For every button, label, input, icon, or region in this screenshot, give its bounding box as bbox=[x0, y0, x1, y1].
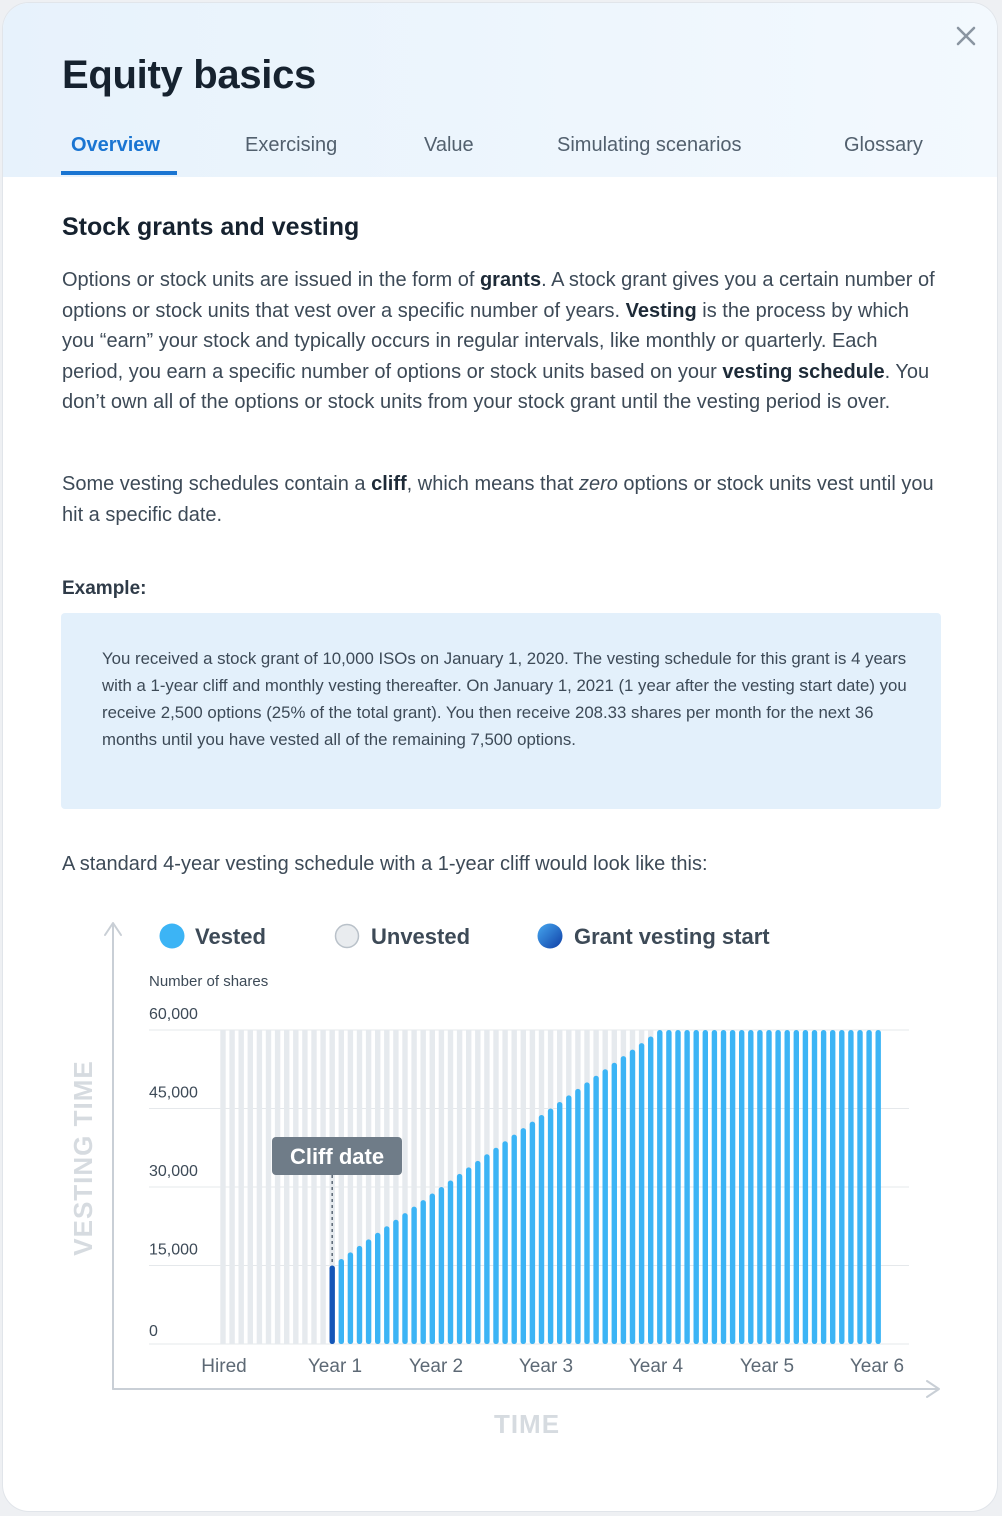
x-tick-label: Year 3 bbox=[518, 1356, 574, 1377]
unvested-bar bbox=[320, 1030, 325, 1344]
vested-bar bbox=[539, 1115, 544, 1344]
vested-bar bbox=[366, 1239, 371, 1344]
vested-bar bbox=[430, 1194, 435, 1344]
vested-bar bbox=[748, 1030, 753, 1344]
vested-bar bbox=[812, 1030, 817, 1344]
vested-bar bbox=[584, 1082, 589, 1344]
vested-bar bbox=[803, 1030, 808, 1344]
vested-bar bbox=[694, 1030, 699, 1344]
vested-bar bbox=[684, 1030, 689, 1344]
y-axis-label: Number of shares bbox=[149, 973, 269, 990]
vested-bar bbox=[393, 1220, 398, 1344]
vested-bar bbox=[603, 1069, 608, 1344]
vested-bar bbox=[484, 1154, 489, 1344]
vested-bar bbox=[548, 1109, 553, 1345]
x-axis-title: TIME bbox=[493, 1409, 561, 1439]
chart-intro: A standard 4-year vesting schedule with a 1-year cliff would look like this: bbox=[62, 853, 708, 875]
unvested-bar bbox=[229, 1030, 234, 1344]
vested-bar bbox=[830, 1030, 835, 1344]
vested-bar bbox=[566, 1095, 571, 1344]
vested-bar bbox=[775, 1030, 780, 1344]
x-tick-label: Year 4 bbox=[628, 1356, 684, 1377]
y-tick-label: 45,000 bbox=[149, 1084, 198, 1102]
cliff-annotation bbox=[272, 1137, 402, 1264]
modal-title: Equity basics bbox=[62, 53, 316, 97]
vested-bar bbox=[530, 1122, 535, 1344]
x-tick-label: Year 1 bbox=[307, 1356, 363, 1377]
grant-start-dot-icon bbox=[538, 924, 563, 949]
vested-bar bbox=[866, 1030, 871, 1344]
equity-basics-modal bbox=[3, 3, 997, 1511]
vested-bar bbox=[512, 1135, 517, 1344]
y-axis-title: VESTING TIME bbox=[68, 1060, 98, 1256]
vested-bar bbox=[502, 1141, 507, 1344]
y-tick-labels bbox=[149, 1006, 198, 1340]
unvested-bar bbox=[220, 1030, 225, 1344]
vested-bar bbox=[348, 1252, 353, 1344]
vested-bar bbox=[457, 1174, 462, 1344]
vesting-chart bbox=[3, 3, 997, 1511]
vested-bar bbox=[657, 1030, 662, 1344]
tab-simulating-scenarios[interactable]: Simulating scenarios bbox=[557, 134, 742, 156]
y-tick-label: 30,000 bbox=[149, 1163, 198, 1180]
vested-bar bbox=[666, 1030, 671, 1344]
vested-bar bbox=[448, 1180, 453, 1344]
vested-bar bbox=[712, 1030, 717, 1344]
vested-bar bbox=[821, 1030, 826, 1344]
x-tick-label: Year 2 bbox=[408, 1356, 464, 1377]
vested-bar bbox=[475, 1161, 480, 1344]
y-tick-label: 60,000 bbox=[149, 1006, 198, 1023]
legend-vested: Vested bbox=[195, 924, 266, 949]
x-tick-label: Year 5 bbox=[739, 1356, 795, 1377]
vested-bar bbox=[766, 1030, 771, 1344]
paragraph-grants-vesting: Options or stock units are issued in the form of grants. A stock grant gives you a certain number of options or stock units that vest over a specific number of years. Vesting is the process by which you “earn” your stock and typically occurs in regular intervals, like monthly or quarterly. Each period, you earn a specific number of options or stock units based on your vesting schedule. You don’t own all of the options or stock units from your stock grant until the vesting period is over. bbox=[62, 269, 935, 414]
unvested-bar bbox=[266, 1030, 271, 1344]
vested-bar bbox=[421, 1200, 426, 1344]
legend-unvested: Unvested bbox=[371, 924, 471, 949]
vested-bar bbox=[357, 1246, 362, 1344]
grant-start-bar bbox=[330, 1266, 335, 1345]
vested-bar bbox=[721, 1030, 726, 1344]
vested-bar bbox=[612, 1063, 617, 1344]
vested-bar bbox=[648, 1037, 653, 1344]
unvested-bar bbox=[293, 1030, 298, 1344]
vested-bar bbox=[794, 1030, 799, 1344]
tab-glossary[interactable]: Glossary bbox=[844, 134, 923, 156]
example-label: Example: bbox=[62, 578, 147, 599]
vested-bar bbox=[402, 1213, 407, 1344]
vested-bar bbox=[730, 1030, 735, 1344]
unvested-bar bbox=[302, 1030, 307, 1344]
vested-bar bbox=[493, 1148, 498, 1344]
vested-bar bbox=[876, 1030, 881, 1344]
unvested-bar bbox=[257, 1030, 262, 1344]
vested-bar bbox=[384, 1226, 389, 1344]
vested-bar bbox=[521, 1128, 526, 1344]
vested-bar bbox=[375, 1233, 380, 1344]
unvested-dot-icon bbox=[336, 925, 359, 948]
vested-bar bbox=[575, 1089, 580, 1344]
x-tick-label: Year 6 bbox=[849, 1356, 905, 1377]
vested-bar bbox=[839, 1030, 844, 1344]
y-tick-label: 0 bbox=[149, 1323, 158, 1340]
unvested-bar bbox=[275, 1030, 280, 1344]
unvested-bar bbox=[284, 1030, 289, 1344]
tab-exercising[interactable]: Exercising bbox=[245, 134, 338, 156]
vested-bar bbox=[439, 1187, 444, 1344]
cliff-date-label: Cliff date bbox=[289, 1144, 385, 1169]
vested-bar bbox=[621, 1056, 626, 1344]
vested-bar bbox=[639, 1043, 644, 1344]
vested-bar bbox=[848, 1030, 853, 1344]
vested-bar bbox=[785, 1030, 790, 1344]
section-heading: Stock grants and vesting bbox=[62, 213, 360, 241]
chart-legend bbox=[160, 924, 771, 950]
example-text: You received a stock grant of 10,000 ISOs on January 1, 2020. The vesting schedule for this grant is 4 years with a 1-year cliff and monthly vesting thereafter. On January 1, 2021 (1 year after the vesting start date) you receive 2,500 options (25% of the total grant). You then receive 208.33 shares per month for the next 36 months until you have vested all of the remaining 7,500 options. bbox=[102, 649, 907, 749]
vested-bar bbox=[703, 1030, 708, 1344]
vested-bar bbox=[739, 1030, 744, 1344]
vested-bar bbox=[675, 1030, 680, 1344]
unvested-bar bbox=[239, 1030, 244, 1344]
vested-bar bbox=[557, 1102, 562, 1344]
paragraph-cliff: Some vesting schedules contain a cliff, which means that zero options or stock units vest until you hit a specific date. bbox=[62, 473, 934, 526]
tab-value[interactable]: Value bbox=[424, 134, 474, 156]
vested-bar bbox=[857, 1030, 862, 1344]
vested-dot-icon bbox=[160, 924, 185, 949]
vested-bar bbox=[630, 1050, 635, 1344]
vested-bar bbox=[339, 1259, 344, 1344]
vested-bar bbox=[411, 1207, 416, 1344]
tab-overview[interactable]: Overview bbox=[71, 134, 160, 156]
vested-bar bbox=[593, 1076, 598, 1344]
unvested-bar bbox=[248, 1030, 253, 1344]
unvested-bar bbox=[311, 1030, 316, 1344]
x-tick-labels bbox=[201, 1356, 904, 1377]
vested-bar bbox=[466, 1167, 471, 1344]
x-tick-label: Hired bbox=[201, 1356, 247, 1377]
vested-bar bbox=[757, 1030, 762, 1344]
y-tick-label: 15,000 bbox=[149, 1241, 198, 1259]
legend-grant-vesting-start: Grant vesting start bbox=[574, 924, 770, 949]
